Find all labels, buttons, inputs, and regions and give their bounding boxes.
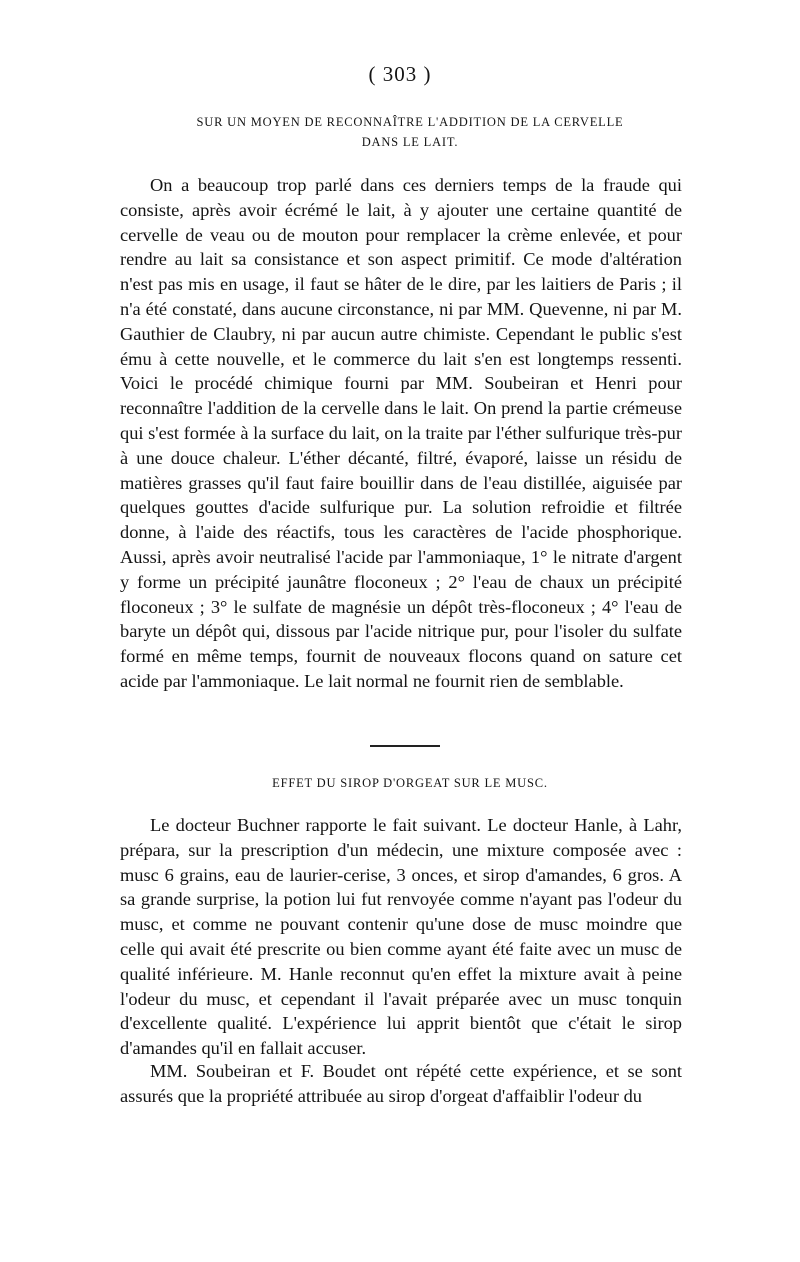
article-paragraph-milk-brain: On a beaucoup trop parlé dans ces derniers temps de la fraude qui consiste, après avoir écrémé le lait, à y ajouter une certaine quantité de cervelle de veau ou de mouton pour remplacer la crème enlevée, et pour rendre au lait sa consistance et son aspect primitif. Ce mode d'altération n'est pas mis en usage, il faut se hâter de le dire, par les laitiers de Paris ; il n'a été constaté, dans aucune circonstance, ni par MM. Quevenne, ni par M. Gauthier de Claubry, ni par aucun autre chimiste. Cependant le public s'est ému à cette nouvelle, et le commerce du lait s'en est longtemps ressenti. Voici le procédé chimique fourni par MM. Soubeiran et Henri pour reconnaître l'addition de la cervelle dans le lait. On prend la partie crémeuse qui s'est formée à la surface du lait, on la traite par l'éther sulfurique très-pur à une douce chaleur. L'éther décanté, filtré, évaporé, laisse un résidu de matières grasses qu'il faut faire bouillir dans de l'eau distillée, aiguisée par quelques gouttes d'acide sulfurique pur. La solution refroidie et filtrée donne, à l'aide des réactifs, tous les caractères de l'acide phosphorique. Aussi, après avoir neutralisé l'acide par l'ammoniaque, 1° le nitrate d'argent y forme un précipité jaunâtre floconeux ; 2° l'eau de chaux un précipité floconeux ; 3° le sulfate de magnésie un dépôt très-floconeux ; 4° l'eau de baryte un dépôt qui, dissous par l'acide nitrique pur, pour l'isoler du sulfate formé en même temps, fournit de nouveaux flocons quand on sature cet acide par l'ammoniaque. Le lait normal ne fournit rien de semblable. xyxy=(120,175,682,691)
article-paragraph-orgeat-musc-2: MM. Soubeiran et F. Boudet ont répété cette expérience, et se sont assurés que la propriété attribuée au sirop d'orgeat d'affaiblir l'odeur du xyxy=(120,1061,682,1106)
page-number: ( 303 ) xyxy=(368,62,432,86)
section-divider xyxy=(370,745,440,747)
article-paragraph-orgeat-musc-1: Le docteur Buchner rapporte le fait suivant. Le docteur Hanle, à Lahr, prépara, sur la prescription d'un médecin, une mixture composée avec : musc 6 grains, eau de laurier-cerise, 3 onces, et sirop d'amandes, 6 gros. A sa grande surprise, la potion lui fut renvoyée comme n'ayant pas l'odeur du musc, et comme ne pouvant contenir qu'une dose de musc moindre que celle qui avait été prescrite ou bien comme ayant été faite avec un musc de qualité inférieure. M. Hanle reconnut qu'en effet la mixture avait à peine l'odeur du musc, et cependant il l'avait préparée avec un musc tonquin d'excellente qualité. L'expérience lui apprit bientôt que c'était le sirop d'amandes qu'il en fallait accuser. xyxy=(120,815,682,1059)
article-title-milk-brain xyxy=(120,112,700,152)
article-title-orgeat-musc: EFFET DU SIROP D'ORGEAT SUR LE MUSC. xyxy=(272,776,548,790)
article-title-line-2: DANS LE LAIT. xyxy=(361,135,459,149)
article-title-line-1: SUR UN MOYEN DE RECONNAÎTRE L'ADDITION DE LA CERVELLE xyxy=(196,115,624,129)
